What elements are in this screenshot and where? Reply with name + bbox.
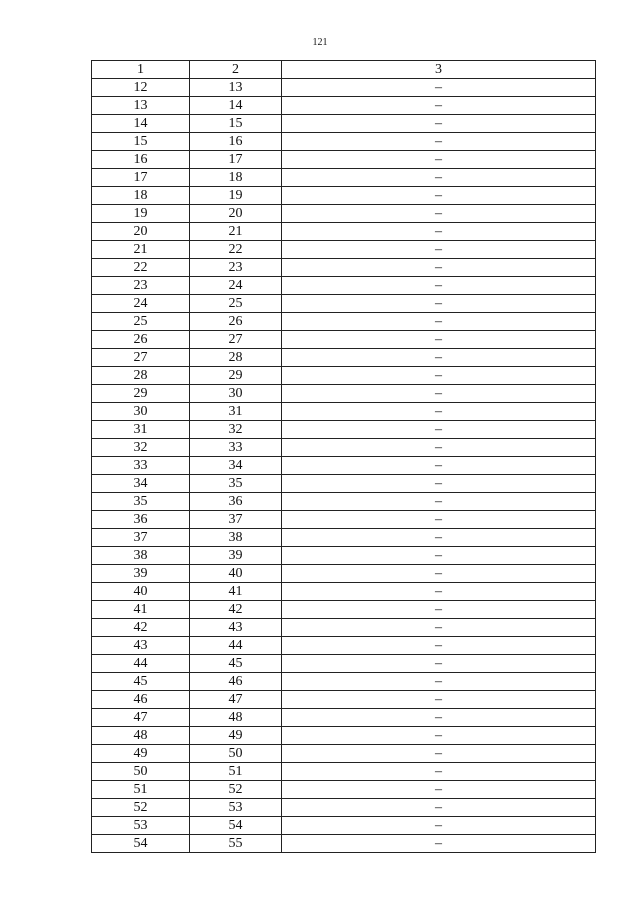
table-cell-col-3: –	[282, 169, 596, 187]
table-cell-col-2: 53	[190, 799, 282, 817]
table-row	[92, 241, 596, 259]
table-cell-col-2: 36	[190, 493, 282, 511]
table-cell-col-3: –	[282, 457, 596, 475]
table-cell-col-3: –	[282, 583, 596, 601]
table-cell-col-2: 28	[190, 349, 282, 367]
table-row	[92, 511, 596, 529]
table-cell-col-2: 34	[190, 457, 282, 475]
data-table	[91, 60, 596, 853]
table-cell-col-1: 43	[92, 637, 190, 655]
table-cell-col-3: –	[282, 547, 596, 565]
table-cell-col-1: 12	[92, 79, 190, 97]
table-cell-col-1: 47	[92, 709, 190, 727]
table-cell-col-2: 24	[190, 277, 282, 295]
table-cell-col-3: –	[282, 295, 596, 313]
table-row	[92, 619, 596, 637]
table-cell-col-2: 40	[190, 565, 282, 583]
table-cell-col-1: 19	[92, 205, 190, 223]
table-row	[92, 277, 596, 295]
table-row	[92, 457, 596, 475]
table-cell-col-2: 14	[190, 97, 282, 115]
table-cell-col-2: 32	[190, 421, 282, 439]
table-cell-col-2: 30	[190, 385, 282, 403]
table-row	[92, 565, 596, 583]
table-cell-col-1: 23	[92, 277, 190, 295]
table-cell-col-3: –	[282, 439, 596, 457]
table-row	[92, 295, 596, 313]
table-cell-col-1: 49	[92, 745, 190, 763]
table-cell-col-2: 41	[190, 583, 282, 601]
table-row	[92, 259, 596, 277]
table-cell-col-1: 25	[92, 313, 190, 331]
table-cell-col-2: 26	[190, 313, 282, 331]
table-cell-col-1: 52	[92, 799, 190, 817]
table-row	[92, 493, 596, 511]
table-cell-col-1: 14	[92, 115, 190, 133]
table-cell-col-2: 35	[190, 475, 282, 493]
table-row	[92, 691, 596, 709]
table-cell-col-3: –	[282, 313, 596, 331]
column-header-2: 2	[190, 61, 282, 79]
table-cell-col-3: –	[282, 673, 596, 691]
table-cell-col-3: –	[282, 97, 596, 115]
table-cell-col-1: 28	[92, 367, 190, 385]
table-cell-col-2: 39	[190, 547, 282, 565]
table-cell-col-1: 41	[92, 601, 190, 619]
table-cell-col-1: 24	[92, 295, 190, 313]
table-cell-col-3: –	[282, 79, 596, 97]
table-cell-col-3: –	[282, 637, 596, 655]
table-cell-col-3: –	[282, 655, 596, 673]
table-cell-col-3: –	[282, 187, 596, 205]
table-cell-col-1: 42	[92, 619, 190, 637]
table-row	[92, 547, 596, 565]
table-cell-col-1: 21	[92, 241, 190, 259]
table-row	[92, 115, 596, 133]
table-cell-col-3: –	[282, 403, 596, 421]
table-row	[92, 673, 596, 691]
table-cell-col-1: 44	[92, 655, 190, 673]
table-cell-col-1: 48	[92, 727, 190, 745]
table-cell-col-2: 16	[190, 133, 282, 151]
table-cell-col-3: –	[282, 745, 596, 763]
table-cell-col-3: –	[282, 781, 596, 799]
table-cell-col-2: 52	[190, 781, 282, 799]
table-cell-col-1: 54	[92, 835, 190, 853]
table-cell-col-2: 31	[190, 403, 282, 421]
table-row	[92, 745, 596, 763]
column-header-1: 1	[92, 61, 190, 79]
table-cell-col-2: 45	[190, 655, 282, 673]
table-cell-col-2: 29	[190, 367, 282, 385]
table-cell-col-1: 18	[92, 187, 190, 205]
table-cell-col-3: –	[282, 367, 596, 385]
table-cell-col-1: 27	[92, 349, 190, 367]
table-cell-col-2: 21	[190, 223, 282, 241]
table-row	[92, 169, 596, 187]
table-row	[92, 709, 596, 727]
table-cell-col-3: –	[282, 619, 596, 637]
table-cell-col-3: –	[282, 331, 596, 349]
table-row	[92, 799, 596, 817]
table-cell-col-2: 49	[190, 727, 282, 745]
table-cell-col-3: –	[282, 799, 596, 817]
table-cell-col-3: –	[282, 385, 596, 403]
table-row	[92, 583, 596, 601]
table-row	[92, 727, 596, 745]
table-cell-col-2: 33	[190, 439, 282, 457]
table-row	[92, 403, 596, 421]
table-row	[92, 835, 596, 853]
table-row	[92, 79, 596, 97]
table-cell-col-2: 43	[190, 619, 282, 637]
table-cell-col-3: –	[282, 817, 596, 835]
table-cell-col-1: 20	[92, 223, 190, 241]
table-cell-col-2: 38	[190, 529, 282, 547]
table-cell-col-2: 46	[190, 673, 282, 691]
table-cell-col-1: 13	[92, 97, 190, 115]
table-row	[92, 385, 596, 403]
table-cell-col-3: –	[282, 241, 596, 259]
table-cell-col-1: 46	[92, 691, 190, 709]
table-cell-col-2: 17	[190, 151, 282, 169]
table-cell-col-3: –	[282, 205, 596, 223]
table-cell-col-3: –	[282, 565, 596, 583]
table-cell-col-1: 17	[92, 169, 190, 187]
table-row	[92, 637, 596, 655]
table-cell-col-2: 50	[190, 745, 282, 763]
table-cell-col-1: 26	[92, 331, 190, 349]
table-cell-col-3: –	[282, 493, 596, 511]
table-row	[92, 475, 596, 493]
table-cell-col-1: 33	[92, 457, 190, 475]
table-cell-col-3: –	[282, 223, 596, 241]
table-cell-col-2: 42	[190, 601, 282, 619]
table-cell-col-2: 55	[190, 835, 282, 853]
table-cell-col-2: 54	[190, 817, 282, 835]
table-cell-col-1: 51	[92, 781, 190, 799]
table-row	[92, 97, 596, 115]
table-row	[92, 151, 596, 169]
table-cell-col-1: 38	[92, 547, 190, 565]
table-row	[92, 781, 596, 799]
table-cell-col-3: –	[282, 277, 596, 295]
table-cell-col-1: 50	[92, 763, 190, 781]
table-cell-col-1: 39	[92, 565, 190, 583]
table-cell-col-2: 23	[190, 259, 282, 277]
table-cell-col-3: –	[282, 511, 596, 529]
table-cell-col-2: 25	[190, 295, 282, 313]
table-cell-col-3: –	[282, 601, 596, 619]
table-row	[92, 313, 596, 331]
table-cell-col-3: –	[282, 727, 596, 745]
table-row	[92, 817, 596, 835]
table-cell-col-3: –	[282, 529, 596, 547]
table-cell-col-2: 47	[190, 691, 282, 709]
table-cell-col-1: 22	[92, 259, 190, 277]
table-cell-col-3: –	[282, 475, 596, 493]
table-body	[92, 79, 596, 853]
table-row	[92, 763, 596, 781]
table-row	[92, 367, 596, 385]
table-cell-col-3: –	[282, 691, 596, 709]
table-cell-col-1: 36	[92, 511, 190, 529]
table-row	[92, 421, 596, 439]
table-cell-col-2: 15	[190, 115, 282, 133]
table-cell-col-3: –	[282, 151, 596, 169]
table-row	[92, 655, 596, 673]
table-cell-col-3: –	[282, 835, 596, 853]
table-cell-col-2: 18	[190, 169, 282, 187]
table-cell-col-2: 48	[190, 709, 282, 727]
table-cell-col-1: 29	[92, 385, 190, 403]
table-cell-col-3: –	[282, 709, 596, 727]
table-cell-col-1: 34	[92, 475, 190, 493]
table-row	[92, 601, 596, 619]
table-cell-col-1: 16	[92, 151, 190, 169]
table-cell-col-2: 20	[190, 205, 282, 223]
table-cell-col-2: 19	[190, 187, 282, 205]
table-row	[92, 205, 596, 223]
table-cell-col-1: 45	[92, 673, 190, 691]
column-header-3: 3	[282, 61, 596, 79]
table-cell-col-1: 31	[92, 421, 190, 439]
table-cell-col-2: 13	[190, 79, 282, 97]
table-cell-col-1: 35	[92, 493, 190, 511]
table-cell-col-3: –	[282, 349, 596, 367]
table-cell-col-2: 27	[190, 331, 282, 349]
table-cell-col-2: 37	[190, 511, 282, 529]
table-cell-col-1: 40	[92, 583, 190, 601]
table-cell-col-2: 51	[190, 763, 282, 781]
table-cell-col-1: 37	[92, 529, 190, 547]
table-row	[92, 349, 596, 367]
table-row	[92, 439, 596, 457]
table-row	[92, 187, 596, 205]
table-cell-col-3: –	[282, 115, 596, 133]
table-cell-col-3: –	[282, 763, 596, 781]
table-cell-col-2: 22	[190, 241, 282, 259]
table-row	[92, 223, 596, 241]
table-cell-col-3: –	[282, 421, 596, 439]
table-header-row	[92, 61, 596, 79]
table-row	[92, 529, 596, 547]
table-cell-col-1: 30	[92, 403, 190, 421]
table-cell-col-1: 32	[92, 439, 190, 457]
page-number: 121	[312, 37, 328, 48]
table-row	[92, 331, 596, 349]
table-cell-col-1: 53	[92, 817, 190, 835]
table-cell-col-1: 15	[92, 133, 190, 151]
table-row	[92, 133, 596, 151]
table-cell-col-3: –	[282, 133, 596, 151]
table-cell-col-2: 44	[190, 637, 282, 655]
table-cell-col-3: –	[282, 259, 596, 277]
